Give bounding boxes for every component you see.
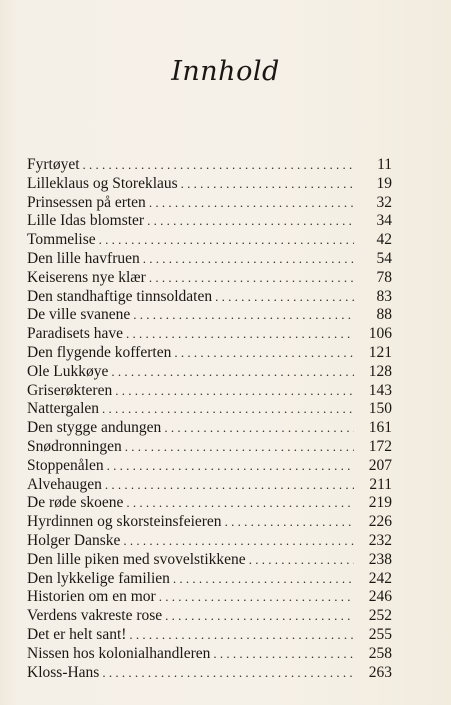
toc-entry-title: Prinsessen på erten [27, 193, 146, 211]
toc-entry [27, 156, 392, 175]
toc-entry-page: 83 [376, 287, 392, 305]
toc-entry [27, 212, 392, 231]
toc-entry [27, 457, 392, 476]
dot-leader [133, 306, 354, 325]
toc-entry [27, 231, 392, 250]
toc-entry-page: 150 [368, 400, 392, 418]
dot-leader [125, 438, 354, 457]
toc-entry-title: Den lykkelige familien [27, 569, 170, 587]
toc-entry-page: 219 [368, 494, 392, 512]
dot-leader [147, 212, 354, 231]
toc-entry-page: 143 [368, 381, 392, 399]
dot-leader [107, 457, 354, 476]
toc-entry [27, 664, 392, 683]
toc-entry [27, 513, 392, 532]
toc-entry [27, 626, 392, 645]
toc-entry-title: Den flygende kofferten [27, 343, 172, 361]
toc-entry [27, 588, 392, 607]
toc-entry-page: 246 [368, 588, 392, 606]
toc-entry-page: 34 [376, 212, 392, 230]
toc-entry-page: 106 [368, 325, 392, 343]
toc-entry-page: 172 [368, 437, 392, 455]
toc-entry-title: Alvehaugen [27, 475, 102, 493]
toc-entry-page: 211 [369, 475, 392, 493]
toc-entry [27, 269, 392, 288]
toc-entry [27, 494, 392, 513]
toc-entry-page: 11 [377, 156, 392, 173]
toc-entry-page: 128 [368, 362, 392, 380]
dot-leader [174, 344, 354, 363]
toc-entry-page: 263 [368, 663, 392, 681]
toc-entry [27, 400, 392, 419]
toc-entry-page: 161 [368, 419, 392, 437]
toc-entry [27, 194, 392, 213]
dot-leader [126, 325, 354, 344]
dot-leader [111, 363, 354, 382]
dot-leader [149, 269, 354, 288]
toc-entry-title: Den stygge andungen [27, 419, 162, 437]
dot-leader [115, 382, 354, 401]
toc-entry-title: Griserøkteren [27, 381, 113, 399]
dot-leader [102, 400, 354, 419]
dot-leader [149, 194, 354, 213]
toc-entry [27, 175, 392, 194]
dot-leader [159, 588, 354, 607]
toc-entry [27, 476, 392, 495]
toc-entry [27, 607, 392, 626]
dot-leader [126, 494, 354, 513]
toc-entry [27, 363, 392, 382]
dot-leader [102, 664, 354, 683]
toc-entry-page: 232 [368, 531, 392, 549]
toc-entry [27, 438, 392, 457]
toc-entry-page: 258 [368, 644, 392, 662]
dot-leader [165, 607, 354, 626]
toc-entry-title: Keiserens nye klær [27, 268, 146, 286]
toc-entry-title: Tommelise [27, 231, 96, 249]
dot-leader [99, 231, 354, 250]
toc-entry-title: Kloss-Hans [27, 663, 100, 681]
toc-entry-title: Lille Idas blomster [27, 212, 145, 230]
toc-entry-title: Den lille havfruen [27, 249, 140, 267]
toc-entry-title: De ville svanene [27, 306, 131, 324]
dot-leader [225, 513, 354, 532]
toc-entry-page: 78 [376, 268, 392, 286]
dot-leader [173, 570, 354, 589]
dot-leader [143, 250, 354, 269]
dot-leader [164, 419, 354, 438]
dot-leader [83, 156, 354, 175]
toc-entry [27, 288, 392, 307]
dot-leader [129, 626, 354, 645]
toc-entry-title: Stoppenålen [27, 456, 104, 474]
toc-entry-title: Nissen hos kolonialhandleren [27, 644, 211, 662]
dot-leader [123, 532, 354, 551]
toc-entry [27, 382, 392, 401]
toc-entry-title: Fyrtøyet [27, 156, 80, 173]
toc-entry-page: 121 [368, 343, 392, 361]
toc-entry-title: Historien om en mor [27, 588, 156, 606]
toc-entry-page: 32 [376, 193, 392, 211]
toc-entry-page: 252 [368, 607, 392, 625]
toc-entry-title: De røde skoene [27, 494, 124, 512]
dot-leader [213, 645, 354, 664]
toc-entry-page: 226 [368, 513, 392, 531]
toc-entry-title: Paradisets have [27, 325, 123, 343]
toc-entry-page: 88 [376, 306, 392, 324]
toc-entry [27, 344, 392, 363]
table-of-contents [27, 156, 392, 682]
toc-entry-title: Den lille piken med svovelstikkene [27, 550, 246, 568]
toc-entry [27, 419, 392, 438]
page-title: Innhold [171, 56, 280, 87]
toc-entry-title: Den standhaftige tinnsoldaten [27, 287, 213, 305]
toc-entry-title: Nattergalen [27, 400, 100, 418]
toc-entry-title: Snødronningen [27, 437, 122, 455]
toc-entry-title: Det er helt sant! [27, 625, 127, 643]
toc-entry-title: Holger Danske [27, 531, 121, 549]
toc-entry [27, 551, 392, 570]
toc-entry-page: 255 [368, 625, 392, 643]
dot-leader [181, 175, 354, 194]
toc-entry [27, 250, 392, 269]
toc-entry-page: 238 [368, 550, 392, 568]
dot-leader [215, 288, 354, 307]
toc-entry [27, 325, 392, 344]
toc-entry-page: 54 [376, 249, 392, 267]
toc-entry-title: Lilleklaus og Storeklaus [27, 174, 178, 192]
toc-entry-page: 42 [376, 231, 392, 249]
toc-entry [27, 306, 392, 325]
dot-leader [105, 476, 354, 495]
toc-entry [27, 532, 392, 551]
toc-entry [27, 570, 392, 589]
toc-entry-page: 207 [368, 456, 392, 474]
toc-entry-title: Verdens vakreste rose [27, 607, 163, 625]
toc-entry-page: 242 [368, 569, 392, 587]
toc-entry-title: Hyrdinnen og skorsteinsfeieren [27, 513, 222, 531]
dot-leader [249, 551, 354, 570]
toc-entry-title: Ole Lukkøye [27, 362, 109, 380]
toc-entry [27, 645, 392, 664]
toc-entry-page: 19 [376, 174, 392, 192]
